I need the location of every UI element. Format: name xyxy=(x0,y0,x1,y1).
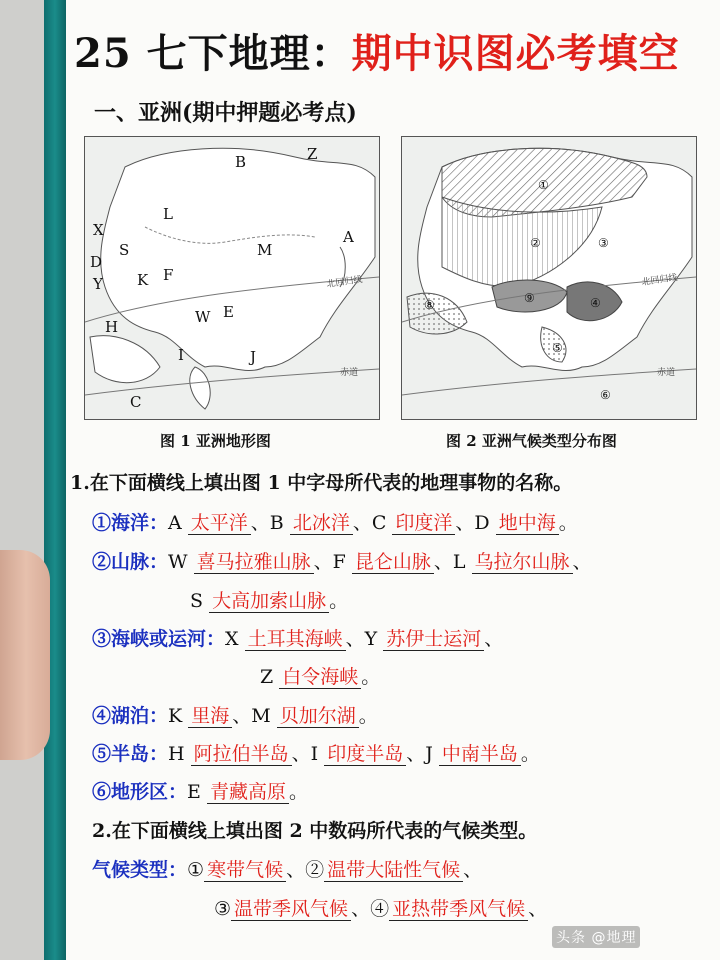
answer-turkish: 土耳其海峡 xyxy=(245,628,346,651)
title-prefix: 25 七下地理： xyxy=(74,30,352,77)
lab: 、 xyxy=(463,859,483,881)
row-climate-cont xyxy=(214,894,547,921)
lab: 、J xyxy=(406,743,439,765)
answer-subtropical-monsoon: 亚热带季风气候 xyxy=(389,898,528,921)
cat-climate: 气候类型： xyxy=(92,859,188,881)
map2-label-4: ④ xyxy=(590,296,601,310)
map-label-A: A xyxy=(343,228,354,246)
asia-terrain-map xyxy=(84,136,380,420)
cat-peninsula: ⑤半岛： xyxy=(92,743,169,765)
lab: S xyxy=(190,590,210,612)
map2-label-8: ⑧ xyxy=(424,298,435,312)
map-label-W: W xyxy=(195,308,211,326)
row-terrain xyxy=(92,777,308,804)
question-1: 1.在下面横线上填出图 1 中字母所代表的地理事物的名称。 xyxy=(70,472,573,494)
lab: 。 xyxy=(288,781,308,803)
row-ocean xyxy=(92,508,578,535)
map1-caption: 图 1 亚洲地形图 xyxy=(160,432,271,450)
lab: 、I xyxy=(291,743,325,765)
map-label-E: E xyxy=(223,303,234,321)
row-peninsula xyxy=(92,739,540,766)
map2-label-1: ① xyxy=(538,178,549,192)
cat-strait: ③海峡或运河： xyxy=(92,628,226,650)
map-label-S: S xyxy=(119,241,130,259)
title-highlight: 期中识图必考填空 xyxy=(351,30,680,77)
row-mountain xyxy=(92,547,592,574)
map2-label-9: ⑨ xyxy=(524,291,535,305)
answer-polar: 寒带气候 xyxy=(204,859,286,882)
lab: 、M xyxy=(232,705,277,727)
answer-mediterranean: 地中海 xyxy=(496,512,559,535)
lab: 、 xyxy=(572,551,592,573)
lab: 、F xyxy=(313,551,352,573)
map2-label-2: ② xyxy=(530,236,541,250)
lab: 、 xyxy=(484,628,504,650)
map-label-I: I xyxy=(178,346,184,364)
lab: 。 xyxy=(361,666,381,688)
lab: 、B xyxy=(250,512,290,534)
map-label-K: K xyxy=(137,271,149,289)
equator-label: 赤道 xyxy=(340,368,359,378)
lab: K xyxy=(168,705,189,727)
row-mountain-cont xyxy=(190,586,348,613)
map-label-H: H xyxy=(105,318,119,336)
map-label-Y: Y xyxy=(93,275,103,293)
map2-label-5: ⑤ xyxy=(552,341,563,355)
row-lake xyxy=(92,701,378,728)
answer-indian-peninsula: 印度半岛 xyxy=(324,743,406,766)
lab: W xyxy=(168,551,194,573)
lab: Z xyxy=(260,666,280,688)
map-label-J: J xyxy=(250,348,257,366)
hand xyxy=(0,550,50,760)
lab: 、Y xyxy=(345,628,384,650)
cat-terrain: ⑥地形区： xyxy=(92,781,188,803)
map-label-X: X xyxy=(93,221,104,239)
map-label-L: L xyxy=(163,205,173,223)
lab: X xyxy=(225,628,245,650)
asia-terrain-map-drawing xyxy=(85,137,379,419)
map2-label-6: ⑥ xyxy=(600,388,611,402)
lab: ③ xyxy=(214,898,232,920)
lab: 。 xyxy=(358,705,378,727)
map2-label-3: ③ xyxy=(598,236,609,250)
cat-lake: ④湖泊： xyxy=(92,705,169,727)
equator-label-2: 赤道 xyxy=(657,368,676,378)
answer-suez: 苏伊士运河 xyxy=(383,628,484,651)
answer-caucasus: 大高加索山脉 xyxy=(209,590,329,613)
answer-caspian: 里海 xyxy=(188,705,232,728)
answer-indochina: 中南半岛 xyxy=(439,743,521,766)
answer-temperate-continental: 温带大陆性气候 xyxy=(324,859,463,882)
lab: 、C xyxy=(352,512,393,534)
watermark: 头条 @地理 xyxy=(552,926,640,948)
map-label-Z: Z xyxy=(307,145,318,163)
lab: 。 xyxy=(558,512,578,534)
map-label-B: B xyxy=(235,153,247,171)
lab: 、④ xyxy=(351,898,390,920)
tropic-label-2: 北回归线 xyxy=(641,273,679,288)
lab: 、L xyxy=(433,551,472,573)
cat-ocean: ①海洋： xyxy=(92,512,169,534)
answer-tibet: 青藏高原 xyxy=(207,781,289,804)
answer-kunlun: 昆仑山脉 xyxy=(352,551,434,574)
lab: E xyxy=(187,781,207,803)
map2-caption: 图 2 亚洲气候类型分布图 xyxy=(446,432,617,450)
map-label-M: M xyxy=(257,241,273,259)
lab: 、 xyxy=(528,898,548,920)
lab: A xyxy=(168,512,188,534)
lab: H xyxy=(168,743,191,765)
row-strait xyxy=(92,624,503,651)
lab: ① xyxy=(187,859,205,881)
answer-indian: 印度洋 xyxy=(392,512,455,535)
lab: 、D xyxy=(455,512,496,534)
map-label-C: C xyxy=(130,393,142,411)
answer-baikal: 贝加尔湖 xyxy=(277,705,359,728)
answer-bering: 白令海峡 xyxy=(279,666,361,689)
answer-arabian: 阿拉伯半岛 xyxy=(191,743,292,766)
answer-pacific: 太平洋 xyxy=(188,512,251,535)
map-label-D: D xyxy=(90,253,103,271)
lab: 。 xyxy=(329,590,349,612)
lab: 、② xyxy=(286,859,325,881)
page-title xyxy=(74,22,714,79)
asia-climate-map xyxy=(401,136,697,420)
answer-himalaya: 喜马拉雅山脉 xyxy=(194,551,314,574)
asia-climate-map-drawing xyxy=(402,137,696,419)
section-heading: 一、亚洲(期中押题必考点) xyxy=(94,100,357,126)
answer-temperate-monsoon: 温带季风气候 xyxy=(231,898,351,921)
binder-spine xyxy=(44,0,66,960)
map-label-F: F xyxy=(163,266,174,284)
question-2: 2.在下面横线上填出图 2 中数码所代表的气候类型。 xyxy=(92,820,538,842)
lab: 。 xyxy=(520,743,540,765)
row-climate xyxy=(92,855,482,882)
tropic-label: 北回归线 xyxy=(326,275,364,290)
cat-mountain: ②山脉： xyxy=(92,551,169,573)
answer-arctic: 北冰洋 xyxy=(290,512,353,535)
row-strait-cont xyxy=(260,662,380,689)
answer-ural: 乌拉尔山脉 xyxy=(472,551,573,574)
